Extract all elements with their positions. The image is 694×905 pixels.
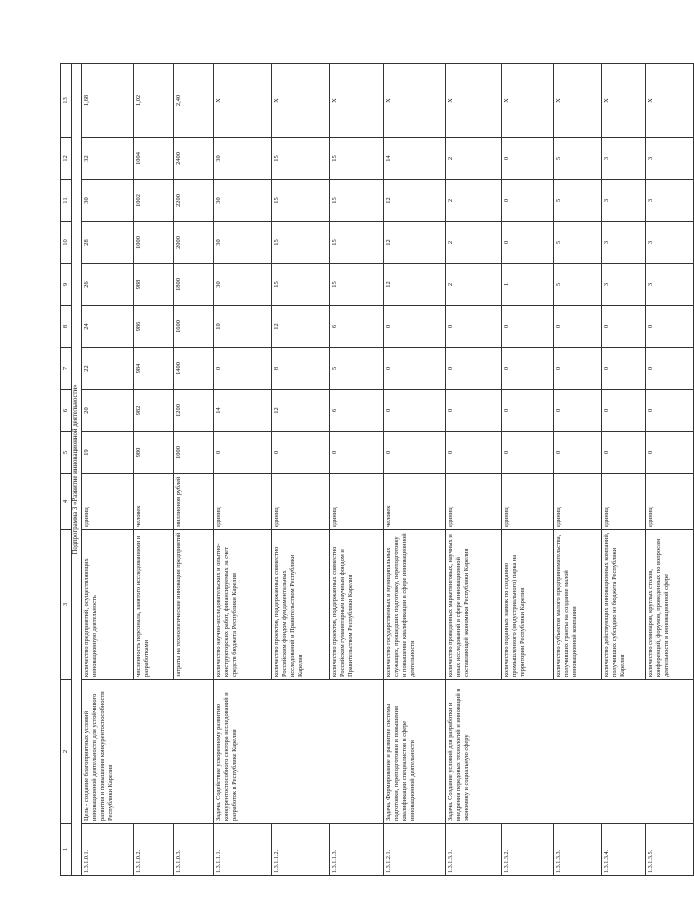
value-cell: X xyxy=(502,64,554,138)
table-row xyxy=(214,64,272,876)
value-cell: 1600 xyxy=(174,306,214,348)
value-cell: 0 xyxy=(646,306,694,348)
unit-cell: единиц xyxy=(602,474,646,530)
value-cell: 8 xyxy=(272,348,330,390)
column-number-13: 13 xyxy=(61,64,72,138)
indicator-cell: затраты на технологические инновации предприятий xyxy=(174,530,214,680)
column-number-3: 3 xyxy=(61,530,72,680)
goal-cell: Цель - создание благоприятных условий инновационной деятельности для устойчивого развития и повышения конкурентоспособности Республики Карелия xyxy=(82,680,214,824)
value-cell: 5 xyxy=(554,138,602,180)
value-cell: 0 xyxy=(554,432,602,474)
value-cell: 30 xyxy=(214,222,272,264)
subprogram-title: Подпрограмма 3 «Развитие инновационной деятельности» xyxy=(72,64,82,876)
value-cell: 2400 xyxy=(174,138,214,180)
value-cell: 30 xyxy=(214,180,272,222)
value-cell: 1004 xyxy=(134,138,174,180)
value-cell: 12 xyxy=(272,390,330,432)
row-id: 1.3.1.3.4. xyxy=(602,824,646,876)
subprogram-row xyxy=(72,64,82,876)
value-cell: X xyxy=(646,64,694,138)
value-cell: X xyxy=(446,64,502,138)
value-cell: 0 xyxy=(602,306,646,348)
unit-cell: человек xyxy=(134,474,174,530)
table-row xyxy=(446,64,502,876)
value-cell: 0 xyxy=(646,390,694,432)
column-number-12: 12 xyxy=(61,138,72,180)
value-cell: 0 xyxy=(646,432,694,474)
goal-cell: Задача. Содействие ускоренному развитию конкурентоспособного сектора исследований и разработок в Республике Карелия xyxy=(214,680,384,824)
column-number-4: 4 xyxy=(61,474,72,530)
value-cell: 30 xyxy=(214,138,272,180)
value-cell: 3 xyxy=(646,138,694,180)
value-cell: 0 xyxy=(602,348,646,390)
value-cell: 1,68 xyxy=(82,64,134,138)
value-cell: X xyxy=(554,64,602,138)
unit-cell: единиц xyxy=(446,474,502,530)
value-cell: X xyxy=(602,64,646,138)
value-cell: 0 xyxy=(384,390,446,432)
value-cell: 15 xyxy=(272,264,330,306)
value-cell: 3 xyxy=(602,264,646,306)
value-cell: 24 xyxy=(82,306,134,348)
value-cell: 1800 xyxy=(174,264,214,306)
value-cell: 984 xyxy=(134,348,174,390)
indicator-cell: количество проведенных маркетинговых, научных и иных исследований в сфере инновационной составляющей экономики Республики Карелия xyxy=(446,530,502,680)
value-cell: 0 xyxy=(502,390,554,432)
value-cell: 986 xyxy=(134,306,174,348)
value-cell: 0 xyxy=(272,432,330,474)
row-id: 1.3.1.0.3. xyxy=(174,824,214,876)
value-cell: 14 xyxy=(214,390,272,432)
value-cell: 5 xyxy=(554,264,602,306)
table-row xyxy=(384,64,446,876)
indicator-cell: количество поданных заявок по созданию промышленного (индустриального) парка на территории Республики Карелия xyxy=(502,530,554,680)
value-cell: 12 xyxy=(272,306,330,348)
value-cell: 30 xyxy=(82,180,134,222)
value-cell: 0 xyxy=(384,348,446,390)
row-id: 1.3.1.3.3. xyxy=(554,824,602,876)
value-cell: 12 xyxy=(384,222,446,264)
value-cell: 0 xyxy=(602,390,646,432)
value-cell: 0 xyxy=(384,432,446,474)
value-cell: 0 xyxy=(554,390,602,432)
value-cell: 15 xyxy=(272,138,330,180)
value-cell: 2,40 xyxy=(174,64,214,138)
unit-cell: единиц xyxy=(502,474,554,530)
value-cell: 0 xyxy=(384,306,446,348)
value-cell: 28 xyxy=(82,222,134,264)
value-cell: 0 xyxy=(214,432,272,474)
indicator-cell: количество проектов, поддержанных совместно Российским фондом фундаментальных исследований и Правительством Республики Карелия xyxy=(272,530,330,680)
value-cell: 0 xyxy=(214,348,272,390)
value-cell: 0 xyxy=(646,348,694,390)
value-cell: 0 xyxy=(502,180,554,222)
indicator-cell: количество научно-исследовательских и опытно-конструкторских работ, финансируемых за счет средств бюджета Республики Карелия xyxy=(214,530,272,680)
value-cell: 0 xyxy=(554,348,602,390)
value-cell: 0 xyxy=(502,432,554,474)
value-cell: 1000 xyxy=(134,222,174,264)
indicator-cell: количество действующих инновационных компаний, получивших субсидию из бюджета Республики Карелия xyxy=(602,530,646,680)
value-cell: 3 xyxy=(646,180,694,222)
value-cell: 20 xyxy=(82,390,134,432)
unit-cell: единиц xyxy=(214,474,272,530)
value-cell: 3 xyxy=(602,180,646,222)
indicators-table xyxy=(60,63,694,876)
unit-cell: единиц xyxy=(272,474,330,530)
column-number-9: 9 xyxy=(61,264,72,306)
value-cell: 2 xyxy=(446,138,502,180)
value-cell: 14 xyxy=(384,138,446,180)
unit-cell: миллионов рублей xyxy=(174,474,214,530)
value-cell: 15 xyxy=(330,180,384,222)
value-cell: 1 xyxy=(502,264,554,306)
value-cell: 1000 xyxy=(174,432,214,474)
value-cell: 0 xyxy=(502,222,554,264)
value-cell: 2 xyxy=(446,222,502,264)
value-cell: X xyxy=(272,64,330,138)
value-cell: 3 xyxy=(646,264,694,306)
value-cell: 0 xyxy=(554,306,602,348)
value-cell: 32 xyxy=(82,138,134,180)
value-cell: 982 xyxy=(134,390,174,432)
column-number-5: 5 xyxy=(61,432,72,474)
unit-cell: человек xyxy=(384,474,446,530)
value-cell: 22 xyxy=(82,348,134,390)
value-cell: 0 xyxy=(446,306,502,348)
unit-cell: единиц xyxy=(82,474,134,530)
indicator-cell: численность персонала, занятого исследованиями и разработками xyxy=(134,530,174,680)
value-cell: 12 xyxy=(384,264,446,306)
table-body xyxy=(61,64,694,876)
value-cell: 0 xyxy=(502,138,554,180)
value-cell: 0 xyxy=(446,348,502,390)
row-id: 1.3.1.2.1. xyxy=(384,824,446,876)
row-id: 1.3.1.1.2. xyxy=(272,824,330,876)
column-number-7: 7 xyxy=(61,348,72,390)
unit-cell: единиц xyxy=(330,474,384,530)
goal-cell: Задача. Создание условий для разработки и внедрения передовых технологий и инноваций в экономику и социальную сферу xyxy=(446,680,694,824)
value-cell: 1002 xyxy=(134,180,174,222)
value-cell: 0 xyxy=(502,306,554,348)
row-id: 1.3.1.3.5. xyxy=(646,824,694,876)
value-cell: 0 xyxy=(502,348,554,390)
value-cell: 0 xyxy=(446,390,502,432)
unit-cell: единиц xyxy=(646,474,694,530)
value-cell: 2000 xyxy=(174,222,214,264)
indicator-cell: количество государственных и муниципальных служащих, прошедших подготовку, переподготовку и повышение квалификации в сфере инновационной деятельности xyxy=(384,530,446,680)
value-cell: 26 xyxy=(82,264,134,306)
value-cell: 2 xyxy=(446,264,502,306)
row-id: 1.3.1.1.1. xyxy=(214,824,272,876)
value-cell: 15 xyxy=(330,138,384,180)
value-cell: 2 xyxy=(446,180,502,222)
table-row xyxy=(82,64,134,876)
row-id: 1.3.1.1.3. xyxy=(330,824,384,876)
value-cell: 2200 xyxy=(174,180,214,222)
column-number-8: 8 xyxy=(61,306,72,348)
column-number-row xyxy=(61,64,72,876)
value-cell: 0 xyxy=(446,432,502,474)
value-cell: 3 xyxy=(602,222,646,264)
value-cell: X xyxy=(384,64,446,138)
value-cell: 1,02 xyxy=(134,64,174,138)
value-cell: 15 xyxy=(330,264,384,306)
value-cell: 5 xyxy=(330,348,384,390)
rotated-table-container xyxy=(60,64,670,876)
column-number-2: 2 xyxy=(61,680,72,824)
value-cell: 30 xyxy=(214,264,272,306)
value-cell: X xyxy=(330,64,384,138)
row-id: 1.3.1.3.1. xyxy=(446,824,502,876)
value-cell: 6 xyxy=(330,306,384,348)
column-number-1: 1 xyxy=(61,824,72,876)
value-cell: 15 xyxy=(330,222,384,264)
value-cell: 10 xyxy=(214,306,272,348)
value-cell: 0 xyxy=(602,432,646,474)
column-number-11: 11 xyxy=(61,180,72,222)
value-cell: 0 xyxy=(330,432,384,474)
goal-cell: Задача. Формирование и развитие системы подготовки, переподготовки и повышения квалификации специалистов в сфере инновационной деятельности xyxy=(384,680,446,824)
value-cell: 15 xyxy=(272,222,330,264)
indicator-cell: количество предприятий, осуществляющих инновационную деятельность xyxy=(82,530,134,680)
indicator-cell: количество проектов, поддержанных совместно Российским гуманитарным научным фондом и Правительством Республики Карелия xyxy=(330,530,384,680)
value-cell: 1200 xyxy=(174,390,214,432)
value-cell: 6 xyxy=(330,390,384,432)
value-cell: 5 xyxy=(554,222,602,264)
column-number-6: 6 xyxy=(61,390,72,432)
value-cell: X xyxy=(214,64,272,138)
row-id: 1.3.1.3.2. xyxy=(502,824,554,876)
value-cell: 5 xyxy=(554,180,602,222)
indicator-cell: количество субъектов малого предпринимательства, получивших гранты на создание малой инновационной компании xyxy=(554,530,602,680)
row-id: 1.3.1.0.2. xyxy=(134,824,174,876)
column-number-10: 10 xyxy=(61,222,72,264)
unit-cell: единиц xyxy=(554,474,602,530)
value-cell: 3 xyxy=(646,222,694,264)
value-cell: 15 xyxy=(272,180,330,222)
row-id: 1.3.1.0.1. xyxy=(82,824,134,876)
value-cell: 980 xyxy=(134,432,174,474)
value-cell: 3 xyxy=(602,138,646,180)
indicator-cell: количество семинаров, круглых столов, конференций, форумов, проведенных по вопросам деятельности в инновационной сфере xyxy=(646,530,694,680)
value-cell: 12 xyxy=(384,180,446,222)
value-cell: 988 xyxy=(134,264,174,306)
value-cell: 1400 xyxy=(174,348,214,390)
value-cell: 19 xyxy=(82,432,134,474)
